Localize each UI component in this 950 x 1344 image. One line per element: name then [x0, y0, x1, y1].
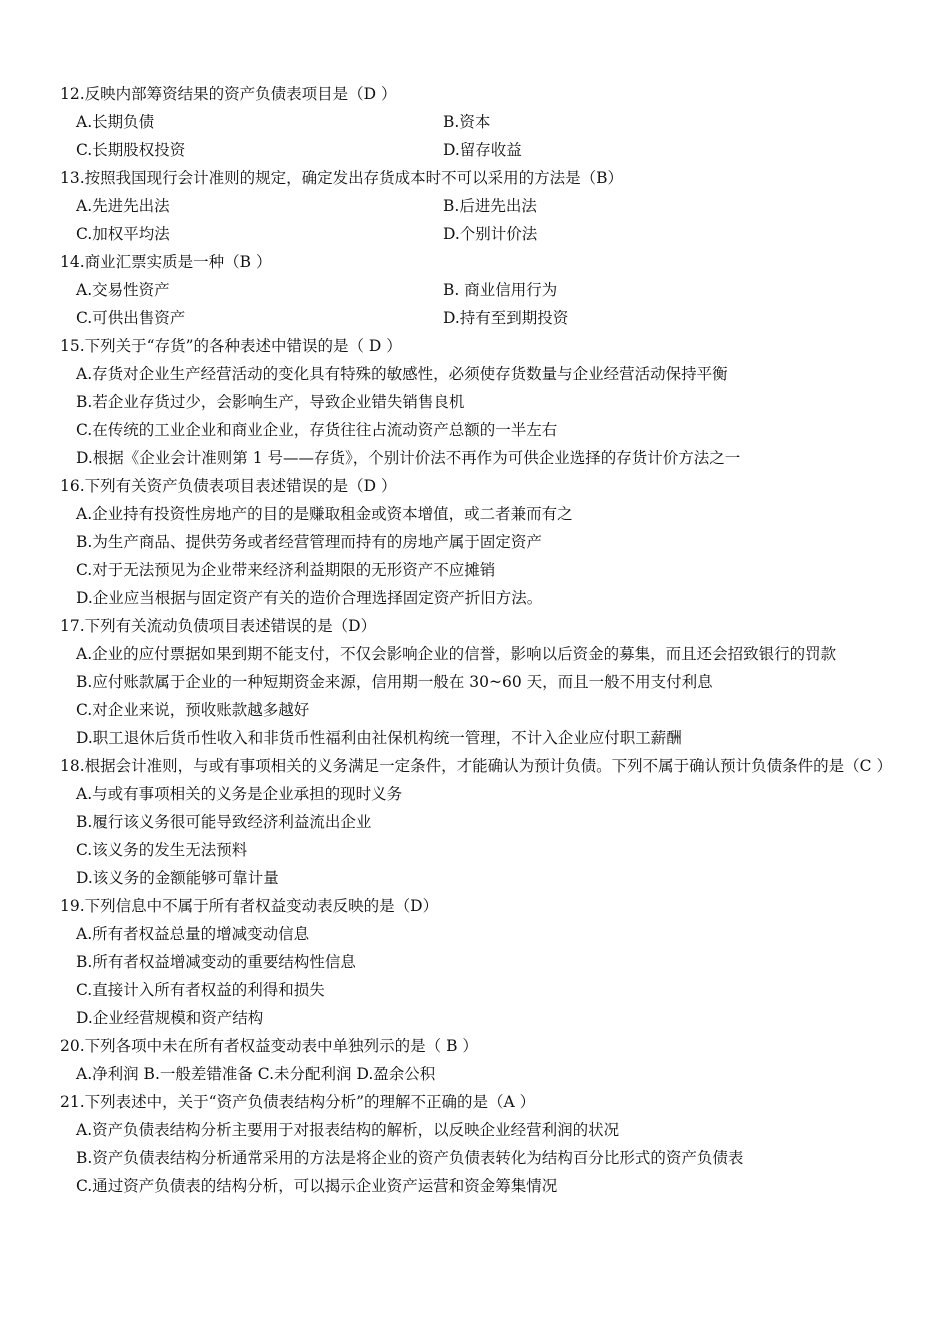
- question-stem: 16.下列有关资产负债表项目表述错误的是（D ）: [60, 477, 397, 495]
- option-row: [60, 304, 890, 332]
- question-12: [60, 80, 890, 164]
- option-b: B.后进先出法: [443, 197, 537, 215]
- question-stem: 12.反映内部筹资结果的资产负债表项目是（D ）: [60, 85, 397, 103]
- option-c: C.通过资产负债表的结构分析，可以揭示企业资产运营和资金筹集情况: [76, 1177, 558, 1195]
- option-d: D.留存收益: [443, 141, 522, 159]
- option-c: C.对企业来说，预收账款越多越好: [76, 701, 310, 719]
- question-stem: 14.商业汇票实质是一种（B ）: [60, 253, 272, 271]
- option-b: B.应付账款属于企业的一种短期资金来源，信用期一般在 30~60 天，而且一般不用支付利息: [76, 673, 713, 691]
- question-stem: 15.下列关于“存货”的各种表述中错误的是（ D ）: [60, 337, 402, 355]
- option-c: C.该义务的发生无法预料: [76, 841, 248, 859]
- option-row: [60, 276, 890, 304]
- option-c: C.在传统的工业企业和商业企业，存货往往占流动资产总额的一半左右: [76, 421, 558, 439]
- option-b: B.为生产商品、提供劳务或者经营管理而持有的房地产属于固定资产: [76, 533, 542, 551]
- question-stem: 20.下列各项中未在所有者权益变动表中单独列示的是（ B ）: [60, 1037, 478, 1055]
- option-row: [60, 192, 890, 220]
- option-d: D.个别计价法: [443, 225, 538, 243]
- question-15: [60, 332, 890, 472]
- question-stem: 17.下列有关流动负债项目表述错误的是（D）: [60, 617, 377, 635]
- option-b: B.履行该义务很可能导致经济利益流出企业: [76, 813, 372, 831]
- option-a: A.企业持有投资性房地产的目的是赚取租金或资本增值，或二者兼而有之: [76, 505, 573, 523]
- option-d: D.持有至到期投资: [443, 309, 569, 327]
- option-c: C.加权平均法: [76, 225, 170, 243]
- option-d: D.企业经营规模和资产结构: [76, 1009, 264, 1027]
- option-d: D.企业应当根据与固定资产有关的造价合理选择固定资产折旧方法。: [76, 589, 543, 607]
- question-19: [60, 892, 890, 1032]
- option-b: B.若企业存货过少，会影响生产，导致企业错失销售良机: [76, 393, 465, 411]
- question-18: [60, 752, 890, 892]
- option-row: [60, 108, 890, 136]
- option-a: A.交易性资产: [76, 281, 170, 299]
- question-stem: 21.下列表述中，关于“资产负债表结构分析”的理解不正确的是（A ）: [60, 1093, 536, 1111]
- option-a: A.与或有事项相关的义务是企业承担的现时义务: [76, 785, 403, 803]
- question-16: [60, 472, 890, 612]
- option-a: A.所有者权益总量的增减变动信息: [76, 925, 310, 943]
- option-b: B.资本: [443, 113, 491, 131]
- option-c: C.长期股权投资: [76, 141, 186, 159]
- option-c: C.对于无法预见为企业带来经济利益期限的无形资产不应摊销: [76, 561, 496, 579]
- question-21: [60, 1088, 890, 1200]
- option-a: A.长期负债: [76, 113, 155, 131]
- options-inline: A.净利润 B.一般差错准备 C.未分配利润 D.盈余公积: [76, 1065, 436, 1083]
- question-stem: 18.根据会计准则，与或有事项相关的义务满足一定条件，才能确认为预计负债。下列不属于确认预计负债条件的是（C ）: [60, 757, 892, 775]
- question-stem: 13.按照我国现行会计准则的规定，确定发出存货成本时不可以采用的方法是（B）: [60, 169, 624, 187]
- question-stem: 19.下列信息中不属于所有者权益变动表反映的是（D）: [60, 897, 439, 915]
- option-d: D.职工退休后货币性收入和非货币性福利由社保机构统一管理，不计入企业应付职工薪酬: [76, 729, 682, 747]
- option-row: [60, 136, 890, 164]
- option-b: B.所有者权益增减变动的重要结构性信息: [76, 953, 356, 971]
- option-b: B.资产负债表结构分析通常采用的方法是将企业的资产负债表转化为结构百分比形式的资产负债表: [76, 1149, 744, 1167]
- option-a: A.资产负债表结构分析主要用于对报表结构的解析，以反映企业经营利润的状况: [76, 1121, 620, 1139]
- option-b: B. 商业信用行为: [443, 281, 558, 299]
- option-c: C.可供出售资产: [76, 309, 186, 327]
- question-13: [60, 164, 890, 248]
- option-d: D.根据《企业会计准则第 1 号——存货》，个别计价法不再作为可供企业选择的存货计价方法之一: [76, 449, 741, 467]
- question-14: [60, 248, 890, 332]
- option-a: A.先进先出法: [76, 197, 170, 215]
- question-list: [60, 80, 890, 1200]
- option-row: [60, 220, 890, 248]
- option-d: D.该义务的金额能够可靠计量: [76, 869, 279, 887]
- option-a: A.企业的应付票据如果到期不能支付，不仅会影响企业的信誉，影响以后资金的募集，而且还会招致银行的罚款: [76, 645, 837, 663]
- option-c: C.直接计入所有者权益的利得和损失: [76, 981, 325, 999]
- question-20: [60, 1032, 890, 1088]
- option-a: A.存货对企业生产经营活动的变化具有特殊的敏感性，必须使存货数量与企业经营活动保持平衡: [76, 365, 728, 383]
- question-17: [60, 612, 890, 752]
